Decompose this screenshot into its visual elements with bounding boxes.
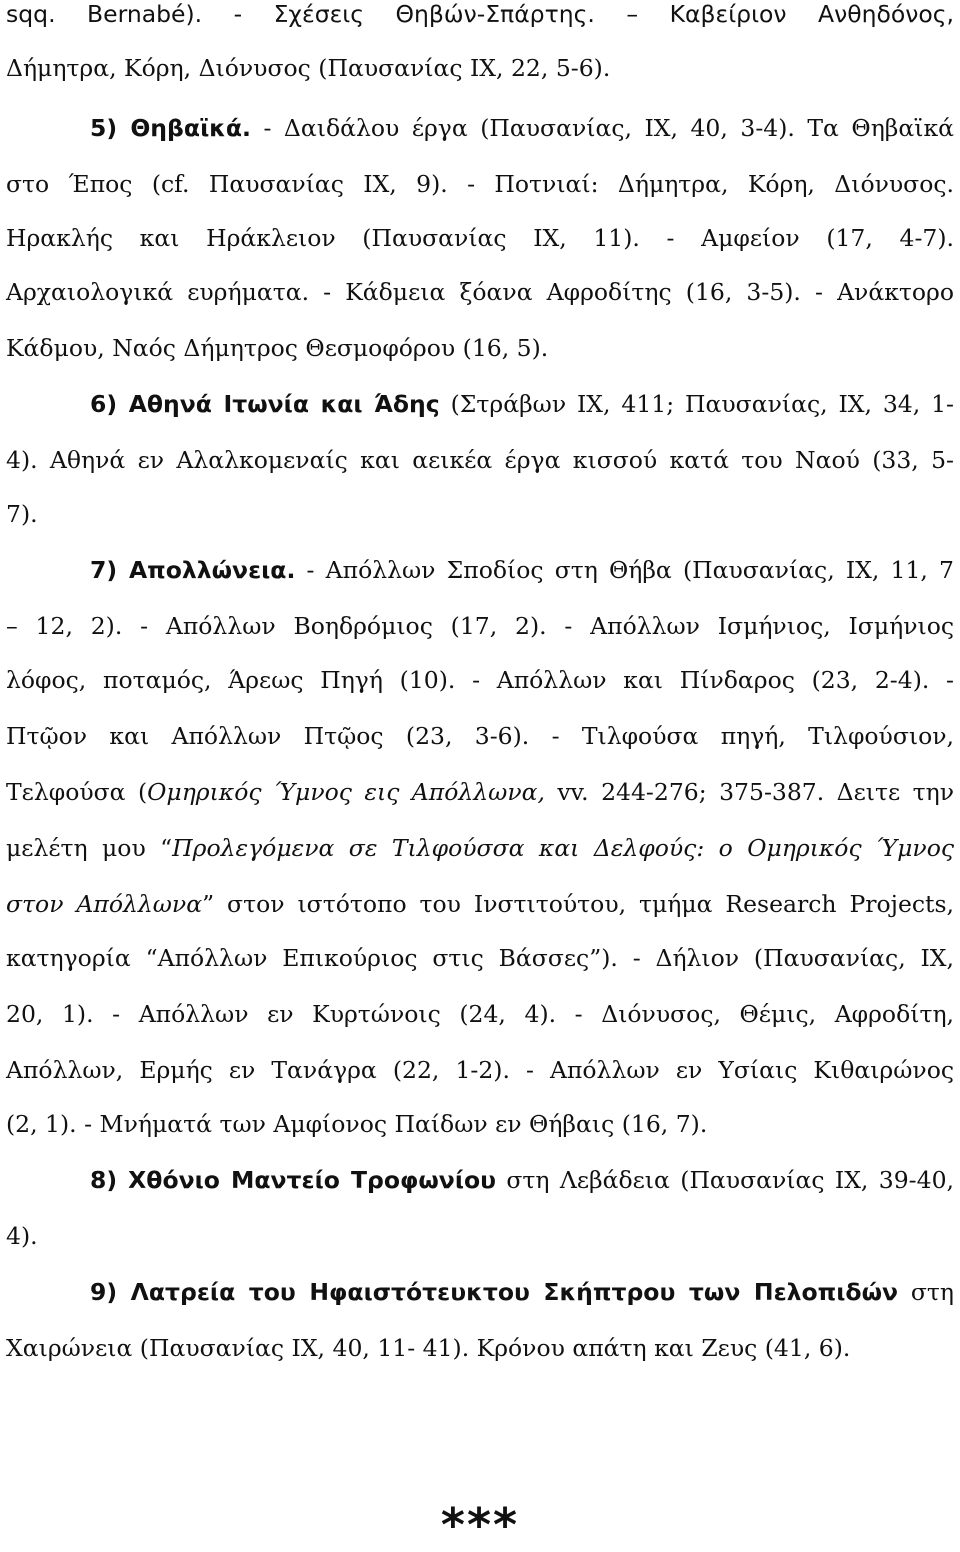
text-line-4: στο Έπος (cf. Παυσανίας ΙΧ, 9). - Ποτνιαί: Δήμητρα, Κόρη, Διόνυσος.	[6, 170, 954, 198]
section-5-title: 5) Θηβαϊκά.	[90, 114, 251, 142]
text-line-13: λόφος, ποταμός, Άρεως Πηγή (10). - Απόλλων και Πίνδαρος (23, 2-4). -	[6, 666, 954, 694]
text-line-7: Κάδμου, Ναός Δήμητρος Θεσμοφόρου (16, 5).	[6, 334, 549, 362]
section-5-heading-line: 5) Θηβαϊκά. - Δαιδάλου έργα (Παυσανίας, ΙΧ, 40, 3-4). Τα Θηβαϊκά	[90, 114, 954, 142]
text-line-17: στον Απόλλωνα” στον ιστότοπο του Ινστιτούτου, τμήμα Research Projects,	[6, 890, 954, 918]
section-7-title: 7) Απολλώνεια.	[90, 556, 296, 584]
section-6-title: 6) Αθηνά Ιτωνία και Άδης	[90, 390, 440, 418]
section-separator: ***	[440, 1498, 520, 1552]
italic-title: Ομηρικός Ύμνος εις Απόλλωνα,	[147, 778, 545, 806]
text-line-14: Πτῷον και Απόλλων Πτῷος (23, 3-6). - Τιλφούσα πηγή, Τιλφούσιον,	[6, 722, 954, 750]
text-line-21: (2, 1). - Μνήματά των Αμφίονος Παίδων εν Θήβαις (16, 7).	[6, 1110, 708, 1138]
text-line-10: 7).	[6, 500, 38, 528]
text-line-15: Τελφούσα (Ομηρικός Ύμνος εις Απόλλωνα, vv. 244-276; 375-387. Δειτε την	[6, 778, 954, 806]
italic-title: Προλεγόμενα σε Τιλφούσσα και Δελφούς: ο Ομηρικός Ύμνος	[172, 834, 955, 862]
text-line-23: 4).	[6, 1222, 38, 1250]
text-line-20: Απόλλων, Ερμής εν Τανάγρα (22, 1-2). - Απόλλων εν Υσίαις Κιθαιρώνος	[6, 1056, 954, 1084]
section-6-heading-line: 6) Αθηνά Ιτωνία και Άδης (Στράβων ΙΧ, 411; Παυσανίας, ΙΧ, 34, 1-	[90, 390, 954, 418]
text-line-5: Ηρακλής και Ηράκλειον (Παυσανίας ΙΧ, 11). - Αμφείον (17, 4-7).	[6, 224, 954, 252]
text-line-18: κατηγορία “Απόλλων Επικούριος στις Βάσσες”). - Δήλιον (Παυσανίας, ΙΧ,	[6, 944, 954, 972]
text-line-2: Δήμητρα, Κόρη, Διόνυσος (Παυσανίας ΙΧ, 22, 5-6).	[6, 54, 611, 82]
text-line-19: 20, 1). - Απόλλων εν Κυρτώνοις (24, 4). - Διόνυσος, Θέμις, Αφροδίτη,	[6, 1000, 954, 1028]
text-line-25: Χαιρώνεια (Παυσανίας ΙΧ, 40, 11- 41). Κρόνου απάτη και Ζευς (41, 6).	[6, 1334, 851, 1362]
text-line-16: μελέτη μου “Προλεγόμενα σε Τιλφούσσα και Δελφούς: ο Ομηρικός Ύμνος	[6, 834, 955, 862]
italic-title: στον Απόλλωνα	[6, 890, 203, 918]
text-line-9: 4). Αθηνά εν Αλαλκομεναίς και αεικέα έργα κισσού κατά του Ναού (33, 5-	[6, 446, 954, 474]
section-7-heading-line: 7) Απολλώνεια. - Απόλλων Σποδίος στη Θήβα (Παυσανίας, ΙΧ, 11, 7	[90, 556, 954, 584]
section-8-heading-line: 8) Χθόνιο Μαντείο Τροφωνίου στη Λεβάδεια (Παυσανίας ΙΧ, 39-40,	[90, 1166, 954, 1194]
section-8-title: 8) Χθόνιο Μαντείο Τροφωνίου	[90, 1166, 496, 1194]
section-9-heading-line: 9) Λατρεία του Ηφαιστότευκτου Σκήπτρου των Πελοπιδών στη	[90, 1278, 955, 1306]
text-line-6: Αρχαιολογικά ευρήματα. - Κάδμεια ξόανα Αφροδίτης (16, 3-5). - Ανάκτορο	[6, 278, 954, 306]
section-9-title: 9) Λατρεία του Ηφαιστότευκτου Σκήπτρου των Πελοπιδών	[90, 1278, 899, 1306]
text-line-1: sqq. Bernabé). - Σχέσεις Θηβών-Σπάρτης. – Καβείριον Ανθηδόνος,	[6, 0, 954, 28]
text-line-12: – 12, 2). - Απόλλων Βοηδρόμιος (17, 2). - Απόλλων Ισμήνιος, Ισμήνιος	[6, 612, 954, 640]
